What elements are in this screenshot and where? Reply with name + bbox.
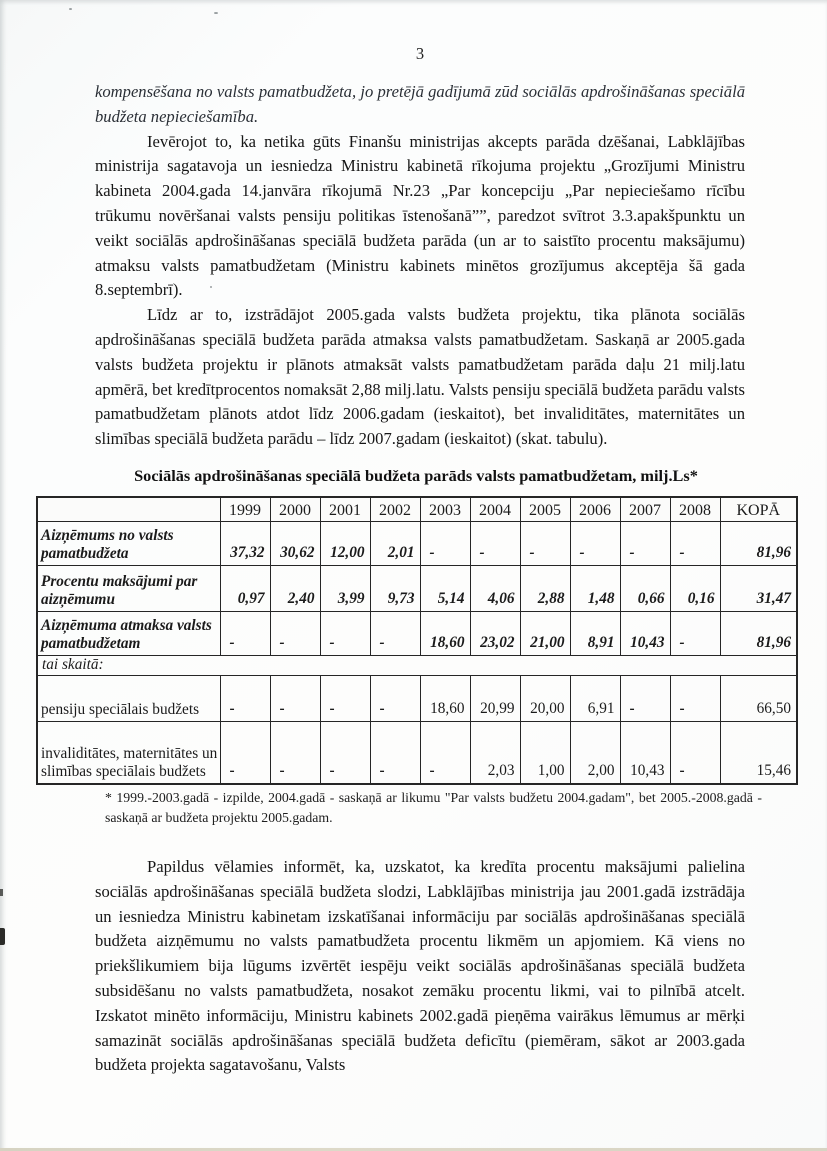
value-cell: - [220, 721, 270, 784]
value-cell: 81,96 [720, 521, 797, 565]
column-header: 2001 [320, 497, 370, 522]
row-label: Procentu maksājumi par aizņēmumu [37, 565, 220, 611]
column-header: 2006 [570, 497, 620, 522]
value-cell: - [320, 611, 370, 655]
value-cell: 8,91 [570, 611, 620, 655]
value-cell: - [420, 721, 470, 784]
value-cell: - [370, 721, 420, 784]
scan-edge-mark [0, 889, 3, 896]
value-cell: 23,02 [470, 611, 520, 655]
value-cell: 2,00 [570, 721, 620, 784]
value-cell: 2,40 [270, 565, 320, 611]
value-cell: 1,48 [570, 565, 620, 611]
value-cell: 0,16 [670, 565, 720, 611]
value-cell: 9,73 [370, 565, 420, 611]
table-title: Sociālās apdrošināšanas speciālā budžeta parāds valsts pamatbudžetam, milj.Ls* [134, 465, 698, 485]
row-label: invaliditātes, maternitātes un slimības speciālais budžets [37, 721, 220, 784]
value-cell: 1,00 [520, 721, 570, 784]
value-cell: 0,66 [620, 565, 670, 611]
value-cell: 10,43 [620, 721, 670, 784]
value-cell: - [370, 675, 420, 721]
value-cell: 66,50 [720, 675, 797, 721]
value-cell: - [570, 521, 620, 565]
column-header: KOPĀ [720, 497, 797, 522]
value-cell: - [620, 675, 670, 721]
value-cell: - [270, 721, 320, 784]
value-cell: 6,91 [570, 675, 620, 721]
value-cell: - [620, 521, 670, 565]
paragraph-ieverojot: Ievērojot to, ka netika gūts Finanšu ministrijas akcepts parāda dzēšanai, Labklājības ministrija sagatavoja un iesniedza Ministru kabinetā rīkojuma projektu „Grozījumi Ministru kabineta 2004.gada 14.janvāra rīkojumā Nr.23 „Par koncepciju „Par nepieciešamo rīcību trūkumu novēršanai valsts pensiju politikas īstenošanā””, paredzot svītrot 3.3.apakšpunktu un veikt sociālās apdrošināšanas speciālā budžeta parāda (un ar to saistīto procentu maksājumu) atmaksu valsts pamatbudžetam (Ministru kabinets minētos grozījumus akceptēja šā gada 8.septembrī). [95, 131, 745, 300]
column-header: 2003 [420, 497, 470, 522]
debt-table-header [37, 497, 797, 522]
value-cell: 5,14 [420, 565, 470, 611]
debt-table [36, 496, 798, 785]
value-cell: - [270, 611, 320, 655]
row-label: pensiju speciālais budžets [37, 675, 220, 721]
value-cell: - [470, 521, 520, 565]
value-cell: 31,47 [720, 565, 797, 611]
value-cell: 2,88 [520, 565, 570, 611]
page-number: 3 [415, 44, 425, 63]
column-header: 2004 [470, 497, 520, 522]
value-cell: 2,01 [370, 521, 420, 565]
scan-speck [214, 12, 218, 14]
paragraph-lidz-ar-to: Līdz ar to, izstrādājot 2005.gada valsts budžeta projektu, tika plānota sociālās apdrošināšanas speciālā budžeta parāda atmaksa valsts pamatbudžetam. Saskaņā ar 2005.gada valsts budžeta projektu ir plānots atmaksāt valsts pamatbudžetam parāda daļu 21 milj.latu apmērā, bet kredītprocentos nomaksāt 2,88 milj.latu. Valsts pensiju speciālā budžeta parādu valsts pamatbudžetam plānots atdot līdz 2006.gadam (ieskaitot), bet invaliditātes, maternitātes un slimības speciālā budžeta parādu – līdz 2007.gadam (ieskaitot) (skat. tabulu). [95, 305, 745, 449]
scan-edge-mark [0, 928, 5, 945]
column-header: 2005 [520, 497, 570, 522]
value-cell: 4,06 [470, 565, 520, 611]
value-cell: 15,46 [720, 721, 797, 784]
value-cell: 37,32 [220, 521, 270, 565]
row-label: Aizņēmums no valsts pamatbudžeta [37, 521, 220, 565]
value-cell: 0,97 [220, 565, 270, 611]
value-cell: 21,00 [520, 611, 570, 655]
value-cell: - [420, 521, 470, 565]
row-label-header [37, 497, 220, 522]
value-cell: 20,99 [470, 675, 520, 721]
table-footnote: * 1999.-2003.gadā - izpilde, 2004.gadā - saskaņā ar likumu "Par valsts budžetu 2004.gadam", bet 2005.-2008.gadā - saskaņā ar budžeta projektu 2005.gadam. [105, 789, 762, 826]
value-cell: - [670, 521, 720, 565]
value-cell: 20,00 [520, 675, 570, 721]
column-header: 2002 [370, 497, 420, 522]
column-header: 1999 [220, 497, 270, 522]
column-header: 2008 [670, 497, 720, 522]
value-cell: - [220, 611, 270, 655]
row-label: Aizņēmuma atmaksa valsts pamatbudžetam [37, 611, 220, 655]
section-row-label: tai skaitā: [37, 655, 797, 675]
value-cell: - [520, 521, 570, 565]
value-cell: 12,00 [320, 521, 370, 565]
value-cell: - [270, 675, 320, 721]
paragraph-continuation-italic: kompensēšana no valsts pamatbudžeta, jo pretējā gadījumā zūd sociālās apdrošināšanas speciālā budžeta nepieciešamība. [95, 82, 745, 126]
scan-speck [69, 8, 72, 10]
value-cell: - [670, 611, 720, 655]
debt-table-body [37, 521, 797, 784]
value-cell: - [320, 721, 370, 784]
body-text-block-top [95, 80, 745, 452]
value-cell: 18,60 [420, 675, 470, 721]
value-cell: - [220, 675, 270, 721]
value-cell: - [320, 675, 370, 721]
value-cell: 81,96 [720, 611, 797, 655]
scan-speck [210, 286, 212, 288]
value-cell: 3,99 [320, 565, 370, 611]
value-cell: 2,03 [470, 721, 520, 784]
value-cell: 18,60 [420, 611, 470, 655]
column-header: 2007 [620, 497, 670, 522]
column-header: 2000 [270, 497, 320, 522]
value-cell: - [670, 721, 720, 784]
value-cell: - [670, 675, 720, 721]
value-cell: 10,43 [620, 611, 670, 655]
value-cell: 30,62 [270, 521, 320, 565]
paragraph-papildus: Papildus vēlamies informēt, ka, uzskatot, ka kredīta procentu maksājumi palielina sociālās apdrošināšanas speciālā budžeta slodzi, Labklājības ministrija jau 2001.gadā izstrādāja un iesniedza Ministru kabinetam izskatīšanai informāciju par sociālās apdrošināšanas speciālā budžeta aizņēmumu no valsts pamatbudžeta procentu likmēm un apjomiem. Kā viens no priekšlikumiem bija lūgums izvērtēt iespēju veikt sociālās apdrošināšanas speciālā budžeta subsidēšanu no valsts pamatbudžeta, nosakot zemāku procentu likmi, vai to pilnībā atcelt. Izskatot minēto informāciju, Ministru kabinets 2002.gadā pieņēma vairākus lēmumus ar mērķi samazināt sociālās apdrošināšanas speciālā budžeta deficītu (piemēram, sākot ar 2003.gada budžeta projekta sagatavošanu, Valsts [95, 856, 745, 1075]
value-cell: - [370, 611, 420, 655]
body-text-block-bottom [95, 855, 745, 1078]
